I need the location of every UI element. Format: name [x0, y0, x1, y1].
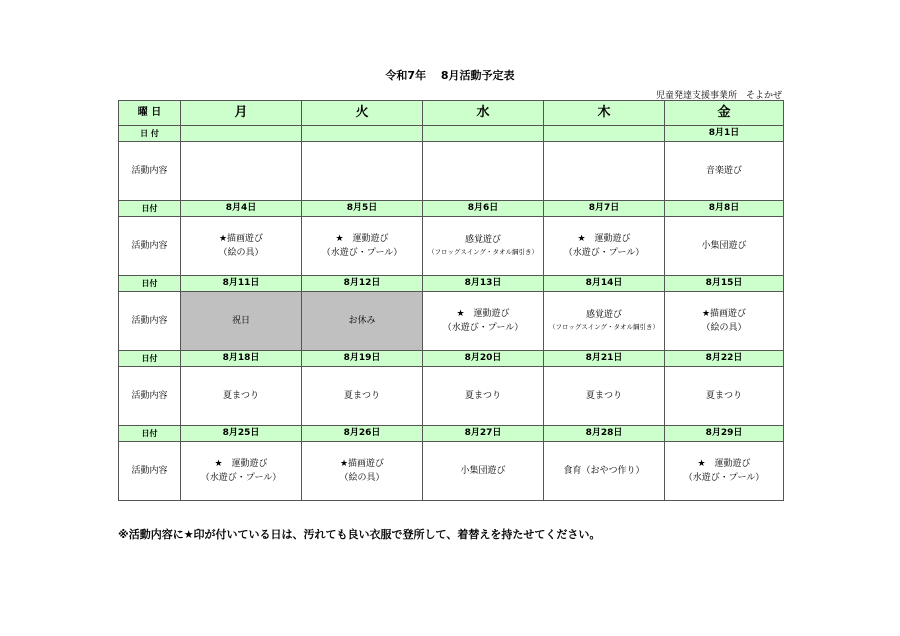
activity-cell [423, 442, 544, 501]
activity-cell [544, 367, 665, 426]
date-cell [423, 126, 544, 142]
activity-cell [665, 142, 784, 201]
date-label: 日付 [119, 201, 181, 217]
date-label: 日付 [119, 351, 181, 367]
date-cell: 8月6日 [423, 201, 544, 217]
weekday-label: 曜 日 [119, 101, 181, 126]
activity-cell [423, 217, 544, 276]
activity-label: 活動内容 [119, 292, 181, 351]
schedule-table [118, 100, 784, 501]
activity-cell [665, 217, 784, 276]
activity-cell [544, 442, 665, 501]
date-cell: 8月12日 [302, 276, 423, 292]
weekday-header-row [119, 101, 784, 126]
activity-label: 活動内容 [119, 442, 181, 501]
activity-main: ★ 運動遊び [214, 458, 268, 469]
date-label: 日付 [119, 276, 181, 292]
activity-main: 夏まつり [705, 390, 742, 401]
activity-main: ★ 運動遊び [697, 458, 751, 469]
date-cell [544, 126, 665, 142]
activity-cell [665, 367, 784, 426]
activity-main: 夏まつり [585, 390, 622, 401]
activity-main: 祝日 [231, 315, 250, 326]
activity-main: ★描画遊び [339, 458, 385, 469]
activity-main: お休み [348, 315, 376, 326]
date-cell [181, 126, 302, 142]
date-cell: 8月4日 [181, 201, 302, 217]
activity-cell [181, 142, 302, 201]
activity-label: 活動内容 [119, 142, 181, 201]
date-cell: 8月20日 [423, 351, 544, 367]
activity-cell [181, 217, 302, 276]
activity-row [119, 367, 784, 426]
activity-cell [544, 217, 665, 276]
date-cell: 8月21日 [544, 351, 665, 367]
activity-sub: （水遊び・プール） [321, 247, 403, 258]
activity-cell [302, 217, 423, 276]
page-title: 令和7年 8月活動予定表 [385, 69, 515, 82]
activity-cell [423, 292, 544, 351]
activity-cell [181, 367, 302, 426]
activity-row [119, 217, 784, 276]
date-cell: 8月7日 [544, 201, 665, 217]
activity-cell [302, 442, 423, 501]
activity-sub: （フロッグスイング・タオル綱引き） [548, 323, 660, 331]
footnote: ※活動内容に★印が付いている日は、汚れても良い衣服で登所して、着替えを持たせてください。 [118, 528, 601, 541]
activity-sub: （絵の具） [339, 472, 385, 483]
activity-sub: （水遊び・プール） [683, 472, 765, 483]
activity-main: 小集団遊び [701, 240, 747, 251]
date-cell: 8月25日 [181, 426, 302, 442]
holiday-cell [181, 292, 302, 351]
organization-name: 児童発達支援事業所 そよかぜ [655, 91, 782, 101]
date-cell: 8月15日 [665, 276, 784, 292]
activity-main: 感覚遊び [585, 310, 622, 321]
date-row [119, 351, 784, 367]
date-cell: 8月1日 [665, 126, 784, 142]
date-row [119, 126, 784, 142]
activity-cell [181, 442, 302, 501]
activity-main: 感覚遊び [464, 235, 501, 246]
weekday-thu: 木 [544, 101, 665, 126]
activity-row [119, 442, 784, 501]
date-cell: 8月28日 [544, 426, 665, 442]
activity-label: 活動内容 [119, 367, 181, 426]
activity-cell [665, 442, 784, 501]
activity-main: 夏まつり [343, 390, 380, 401]
activity-main: 小集団遊び [460, 465, 506, 476]
activity-main: ★描画遊び [701, 308, 747, 319]
date-row [119, 276, 784, 292]
activity-cell [544, 142, 665, 201]
date-cell: 8月13日 [423, 276, 544, 292]
date-cell: 8月19日 [302, 351, 423, 367]
activity-main: ★描画遊び [218, 233, 264, 244]
weekday-wed: 水 [423, 101, 544, 126]
activity-sub: （水遊び・プール） [442, 322, 524, 333]
activity-cell [302, 142, 423, 201]
activity-row [119, 292, 784, 351]
activity-main: 音楽遊び [705, 165, 742, 176]
weekday-mon: 月 [181, 101, 302, 126]
activity-cell [665, 292, 784, 351]
weekday-tue: 火 [302, 101, 423, 126]
activity-sub: （水遊び・プール） [563, 247, 645, 258]
activity-main: ★ 運動遊び [577, 233, 631, 244]
date-cell: 8月14日 [544, 276, 665, 292]
date-cell: 8月11日 [181, 276, 302, 292]
activity-cell [544, 292, 665, 351]
date-cell: 8月29日 [665, 426, 784, 442]
date-cell: 8月8日 [665, 201, 784, 217]
activity-sub: （絵の具） [218, 247, 264, 258]
closed-cell [302, 292, 423, 351]
date-cell: 8月26日 [302, 426, 423, 442]
activity-sub: （フロッグスイング・タオル綱引き） [427, 248, 539, 256]
date-cell: 8月27日 [423, 426, 544, 442]
date-cell: 8月5日 [302, 201, 423, 217]
activity-cell [423, 367, 544, 426]
date-label: 日付 [119, 426, 181, 442]
activity-cell [423, 142, 544, 201]
date-cell: 8月22日 [665, 351, 784, 367]
date-cell [302, 126, 423, 142]
activity-main: 夏まつり [464, 390, 501, 401]
activity-main: 食育（おやつ作り） [563, 465, 645, 476]
date-row [119, 426, 784, 442]
activity-main: ★ 運動遊び [335, 233, 389, 244]
activity-main: 夏まつり [222, 390, 259, 401]
date-row [119, 201, 784, 217]
activity-main: ★ 運動遊び [456, 308, 510, 319]
activity-cell [302, 367, 423, 426]
activity-sub: （絵の具） [701, 322, 747, 333]
date-cell: 8月18日 [181, 351, 302, 367]
activity-label: 活動内容 [119, 217, 181, 276]
activity-row [119, 142, 784, 201]
weekday-fri: 金 [665, 101, 784, 126]
date-label: 日 付 [119, 126, 181, 142]
activity-sub: （水遊び・プール） [200, 472, 282, 483]
